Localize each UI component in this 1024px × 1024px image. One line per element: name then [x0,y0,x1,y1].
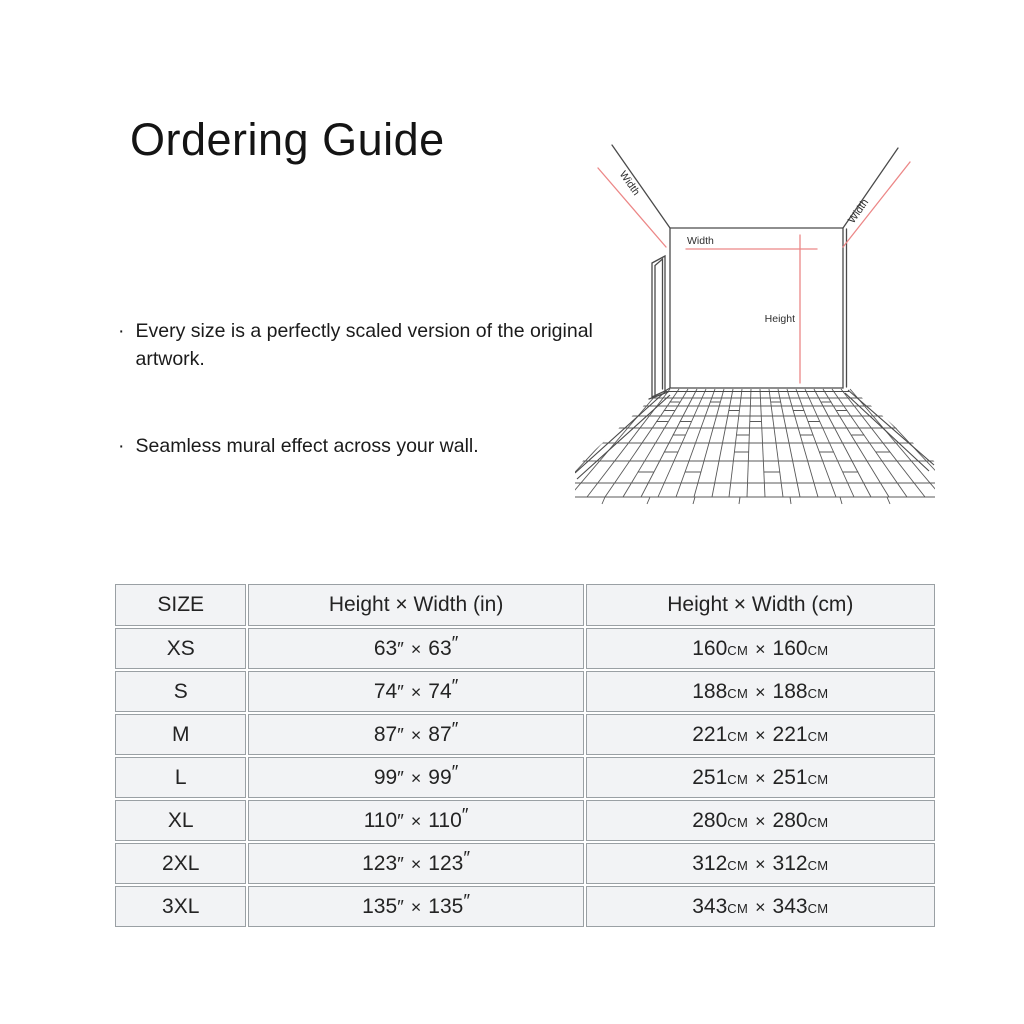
cm-cell [586,843,935,884]
width-label-back: Width [687,235,714,247]
inch-mark: ″ [397,638,404,660]
cm-unit: CM [727,771,749,787]
value: 343 [692,894,728,918]
door [649,256,668,399]
cm-unit: CM [807,685,829,701]
times-sign: × [410,724,422,745]
size-cell: XL [115,800,246,841]
inch-mark: ″ [397,810,404,832]
cm-unit: CM [807,771,829,787]
size-cell: XS [115,628,246,669]
size-chart-table [113,582,937,929]
cm-cell [586,757,935,798]
table-row [115,671,935,712]
inch-mark: ″ [451,632,459,654]
times-sign: × [410,681,422,702]
inches-cell [248,843,583,884]
room-measurement-illustration [575,126,935,506]
bullet-marker: · [118,435,125,458]
width-label-left: Width [616,168,643,198]
ceiling-edge-left [612,145,670,228]
header-size: SIZE [115,584,246,626]
cm-unit: CM [727,814,749,830]
value: 74 [373,679,398,703]
value: 221 [692,722,728,746]
value: 123 [362,851,398,875]
page-title: Ordering Guide [130,114,445,165]
times-sign: × [755,853,766,874]
value: 280 [772,808,808,832]
times-sign: × [755,896,766,917]
table-row [115,843,935,884]
value: 87 [428,722,452,746]
times-sign: × [755,767,766,788]
times-sign: × [755,724,766,745]
height-label: Height [764,313,795,325]
value: 312 [692,851,728,875]
cm-unit: CM [727,685,749,701]
inch-mark: ″ [463,847,471,869]
times-sign: × [755,681,766,702]
value: 87 [373,722,398,746]
times-sign: × [410,896,422,917]
value: 312 [772,851,808,875]
inches-cell [248,671,583,712]
times-sign: × [755,810,766,831]
value: 74 [428,679,452,703]
value: 63 [428,636,452,660]
times-sign: × [755,638,766,659]
times-sign: × [410,767,422,788]
header-cm: Height × Width (cm) [586,584,935,626]
width-measure-right [843,162,910,247]
table-row [115,628,935,669]
cm-cell [586,714,935,755]
value: 221 [772,722,808,746]
size-cell: S [115,671,246,712]
cm-cell [586,628,935,669]
floor-pattern [575,389,935,504]
table-header-row [115,584,935,626]
value: 188 [772,679,808,703]
value: 343 [772,894,808,918]
value: 110 [428,808,462,832]
inch-mark: ″ [397,681,404,703]
cm-unit: CM [727,900,749,916]
inches-cell [248,757,583,798]
width-label-right: Width [845,196,872,226]
value: 251 [772,765,808,789]
size-cell: M [115,714,246,755]
size-cell: 2XL [115,843,246,884]
times-sign: × [410,638,422,659]
inch-mark: ″ [397,853,404,875]
times-sign: × [410,853,422,874]
table-row [115,757,935,798]
cm-unit: CM [727,642,749,658]
inches-cell [248,714,583,755]
inches-cell [248,628,583,669]
floor-borders [575,390,934,479]
value: 251 [692,765,728,789]
bullet-marker: · [118,320,125,342]
value: 135 [362,894,398,918]
back-wall [670,228,843,388]
inch-mark: ″ [451,675,459,697]
value: 99 [428,765,452,789]
value: 160 [772,636,808,660]
cm-cell [586,886,935,927]
inches-cell [248,800,583,841]
inch-mark: ″ [463,890,471,912]
size-cell: L [115,757,246,798]
inch-mark: ″ [397,767,404,789]
value: 135 [428,894,464,918]
cm-unit: CM [807,857,829,873]
bullet-item [118,433,596,461]
value: 110 [363,808,398,832]
cm-unit: CM [807,814,829,830]
inch-mark: ″ [397,896,404,918]
times-sign: × [410,810,422,831]
value: 188 [692,679,728,703]
table-row [115,714,935,755]
bullet-text: Seamless mural effect across your wall. [135,435,479,458]
value: 99 [373,765,398,789]
bullet-text: Every size is a perfectly scaled version of the original artwork. [135,320,593,370]
cm-unit: CM [807,728,829,744]
cm-cell [586,800,935,841]
value: 123 [428,851,464,875]
inch-mark: ″ [461,804,469,826]
cm-cell [586,671,935,712]
cm-unit: CM [727,728,749,744]
inch-mark: ″ [397,724,404,746]
cm-unit: CM [807,642,829,658]
value: 160 [692,636,728,660]
cm-unit: CM [807,900,829,916]
inch-mark: ″ [451,761,459,783]
table-row [115,886,935,927]
cm-unit: CM [727,857,749,873]
size-cell: 3XL [115,886,246,927]
inches-cell [248,886,583,927]
bullet-item [118,318,596,373]
header-inches: Height × Width (in) [248,584,583,626]
value: 63 [373,636,398,660]
value: 280 [692,808,728,832]
feature-bullet-list [118,318,596,461]
table-row [115,800,935,841]
inch-mark: ″ [451,718,459,740]
